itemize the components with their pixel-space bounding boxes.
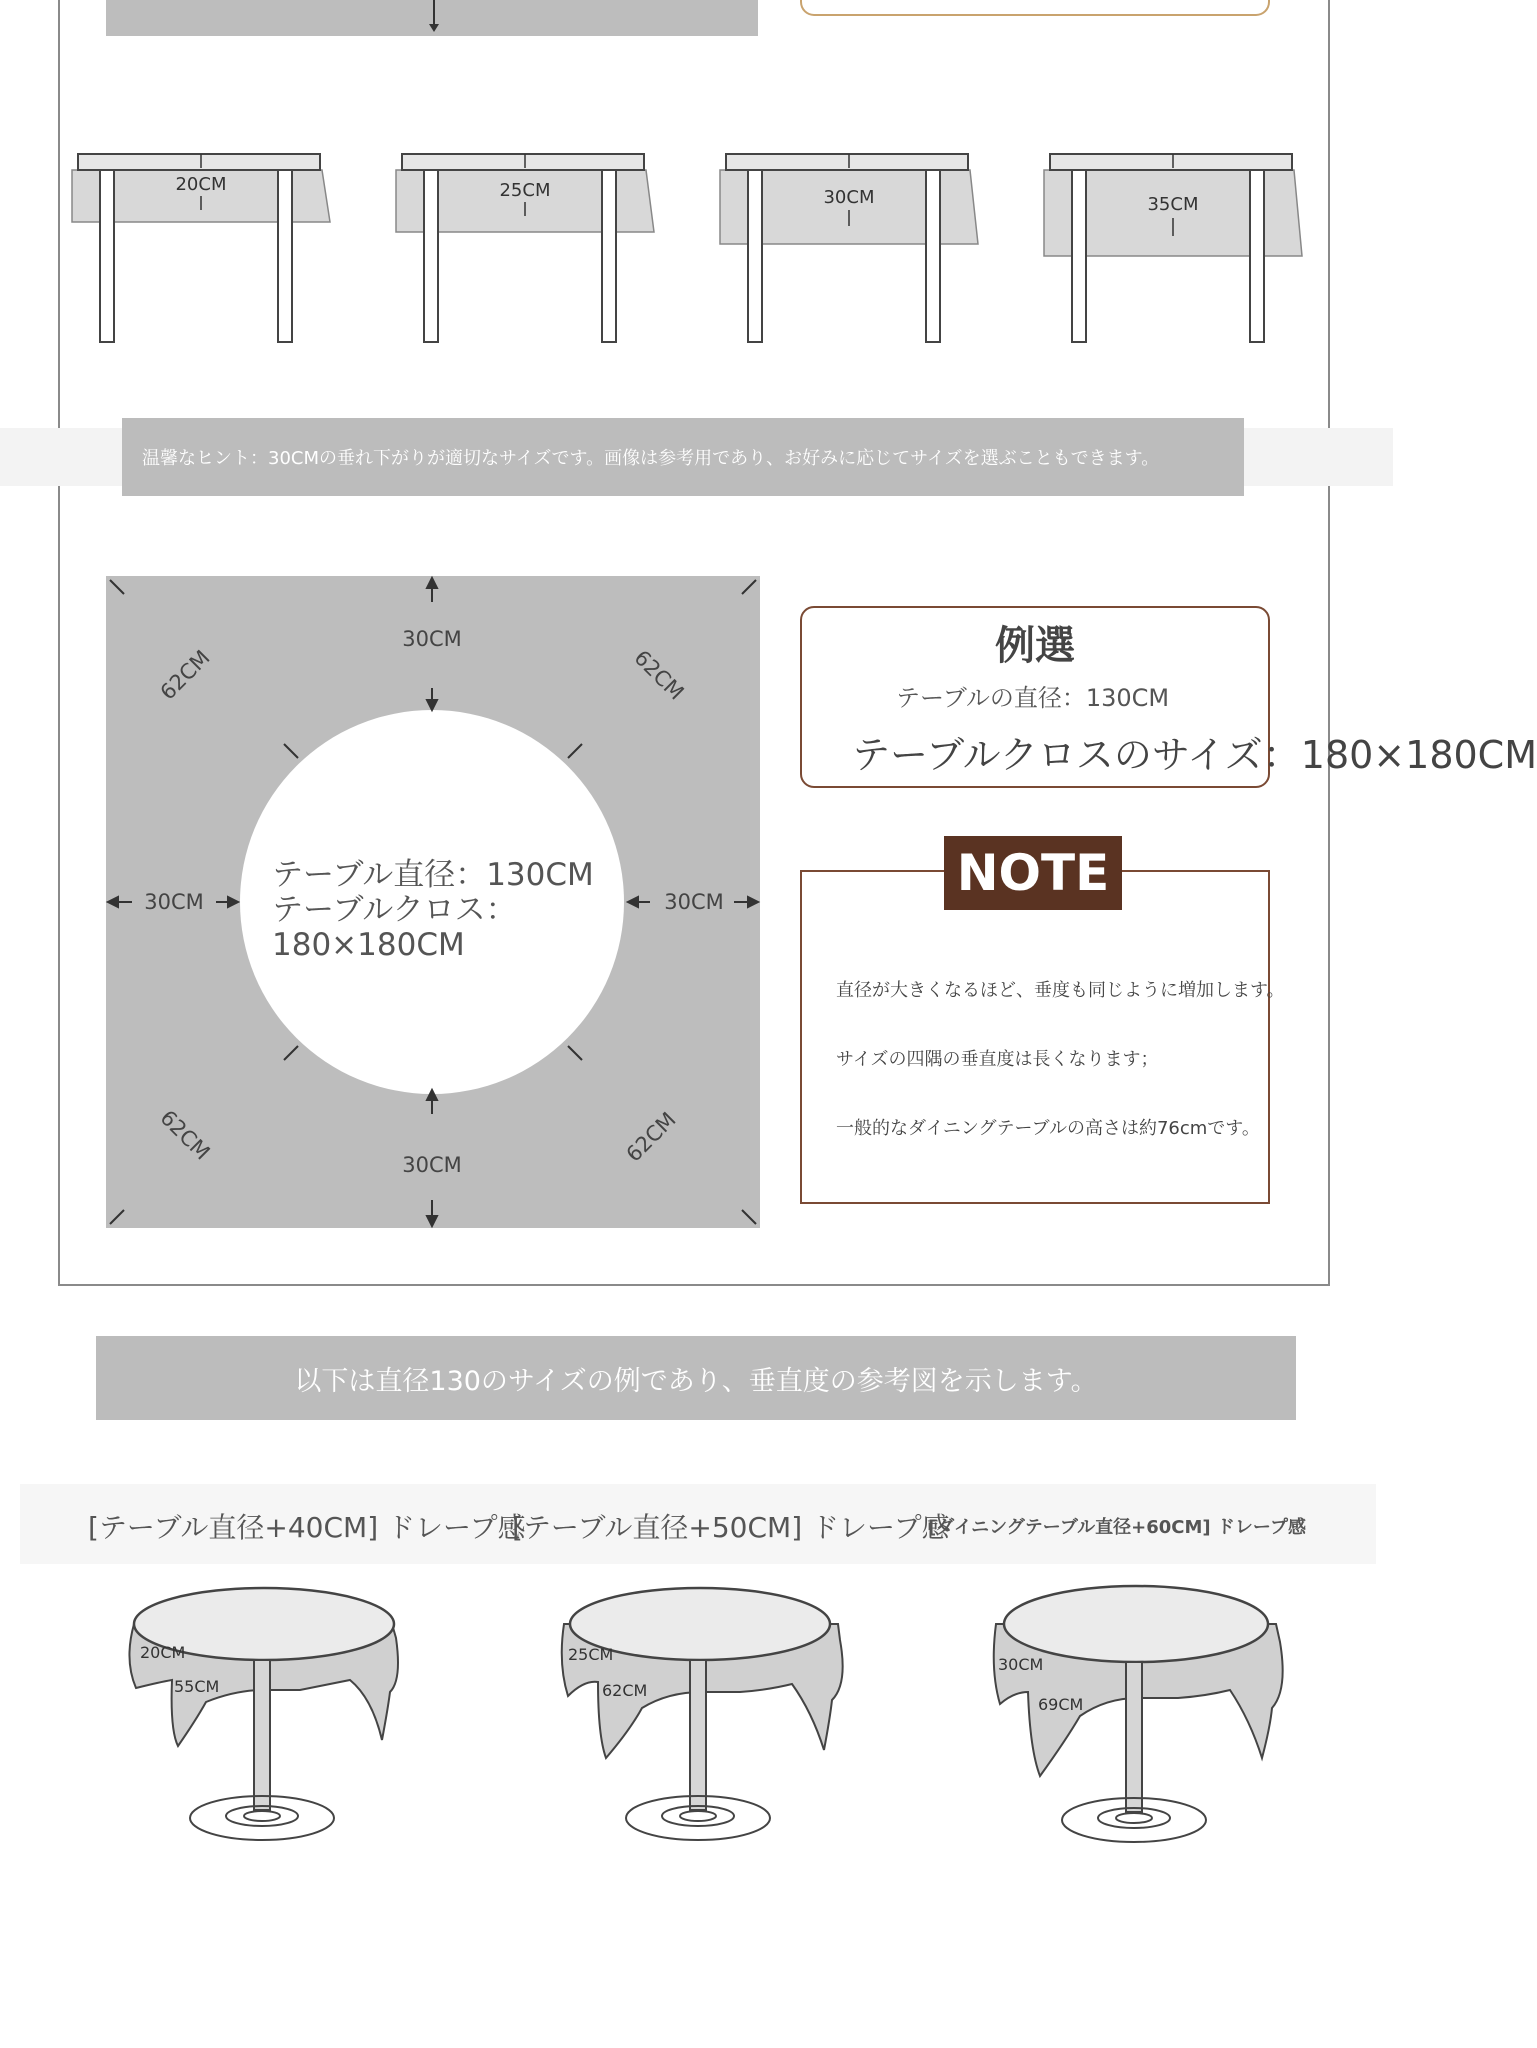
round-table-drape-diagram bbox=[120, 1580, 1290, 1860]
rect-table-35 bbox=[1044, 154, 1302, 342]
drape-heading-50: [テーブル直径+50CM] ドレープ感 bbox=[512, 1511, 950, 1544]
edge-label-right: 30CM bbox=[664, 890, 724, 914]
corner-label-br: 62CM bbox=[621, 1107, 681, 1167]
note-line-3: 一般的なダイニングテーブルの高さは約76cmです。 bbox=[836, 1118, 1260, 1139]
reference-banner-text: 以下は直径130のサイズの例であり、垂直度の参考図を示します。 bbox=[294, 1365, 1098, 1397]
note-line-1: 直径が大きくなるほど、垂度も同じように増加します。 bbox=[836, 980, 1285, 1001]
drape-edge-label: 20CM bbox=[140, 1643, 186, 1662]
corner-label-tl: 62CM bbox=[155, 645, 215, 705]
drape-corner-label: 62CM bbox=[602, 1681, 648, 1700]
example-size: テーブルクロスのサイズ：180×180CM bbox=[852, 733, 1537, 777]
drop-label: 35CM bbox=[1147, 194, 1199, 215]
edge-label-bottom: 30CM bbox=[402, 1153, 462, 1177]
round-table-40 bbox=[129, 1588, 398, 1840]
drape-heading-60: [ダイニングテーブル直径+60CM] ドレープ感 bbox=[928, 1517, 1307, 1538]
round-table-60 bbox=[994, 1586, 1283, 1842]
round-table-50 bbox=[562, 1588, 843, 1840]
edge-label-top: 30CM bbox=[402, 627, 462, 651]
drape-corner-label: 55CM bbox=[174, 1677, 220, 1696]
example-title: 例選 bbox=[995, 623, 1075, 669]
note-box bbox=[800, 870, 1270, 1204]
drape-edge-label: 30CM bbox=[998, 1655, 1044, 1674]
rect-table-20 bbox=[72, 154, 330, 342]
corner-label-tr: 62CM bbox=[629, 645, 689, 705]
drape-heading-40: [テーブル直径+40CM] ドレープ感 bbox=[88, 1511, 526, 1544]
rect-table-drop-diagram bbox=[60, 140, 1330, 360]
note-badge: NOTE bbox=[944, 836, 1122, 910]
rect-table-30 bbox=[720, 154, 978, 342]
drape-corner-label: 69CM bbox=[1038, 1695, 1084, 1714]
rect-table-25 bbox=[396, 154, 654, 342]
drape-edge-label: 25CM bbox=[568, 1645, 614, 1664]
example-diameter: テーブルの直径：130CM bbox=[896, 684, 1170, 712]
drop-label: 20CM bbox=[175, 174, 227, 195]
tip-banner bbox=[122, 418, 1244, 496]
corner-label-bl: 62CM bbox=[155, 1105, 215, 1165]
drop-label: 25CM bbox=[499, 180, 551, 201]
note-line-2: サイズの四隅の垂直度は長くなります； bbox=[836, 1049, 1159, 1070]
circle-center-text: テーブル直径：130CM テーブルクロス：180×180CM bbox=[272, 857, 594, 963]
edge-label-left: 30CM bbox=[144, 890, 204, 914]
reference-banner bbox=[96, 1336, 1296, 1420]
tip-text: 温馨なヒント：30CMの垂れ下がりが適切なサイズです。画像は参考用であり、お好みに応じてサイズを選ぶこともできます。 bbox=[142, 448, 1160, 469]
drop-label: 30CM bbox=[823, 187, 875, 208]
